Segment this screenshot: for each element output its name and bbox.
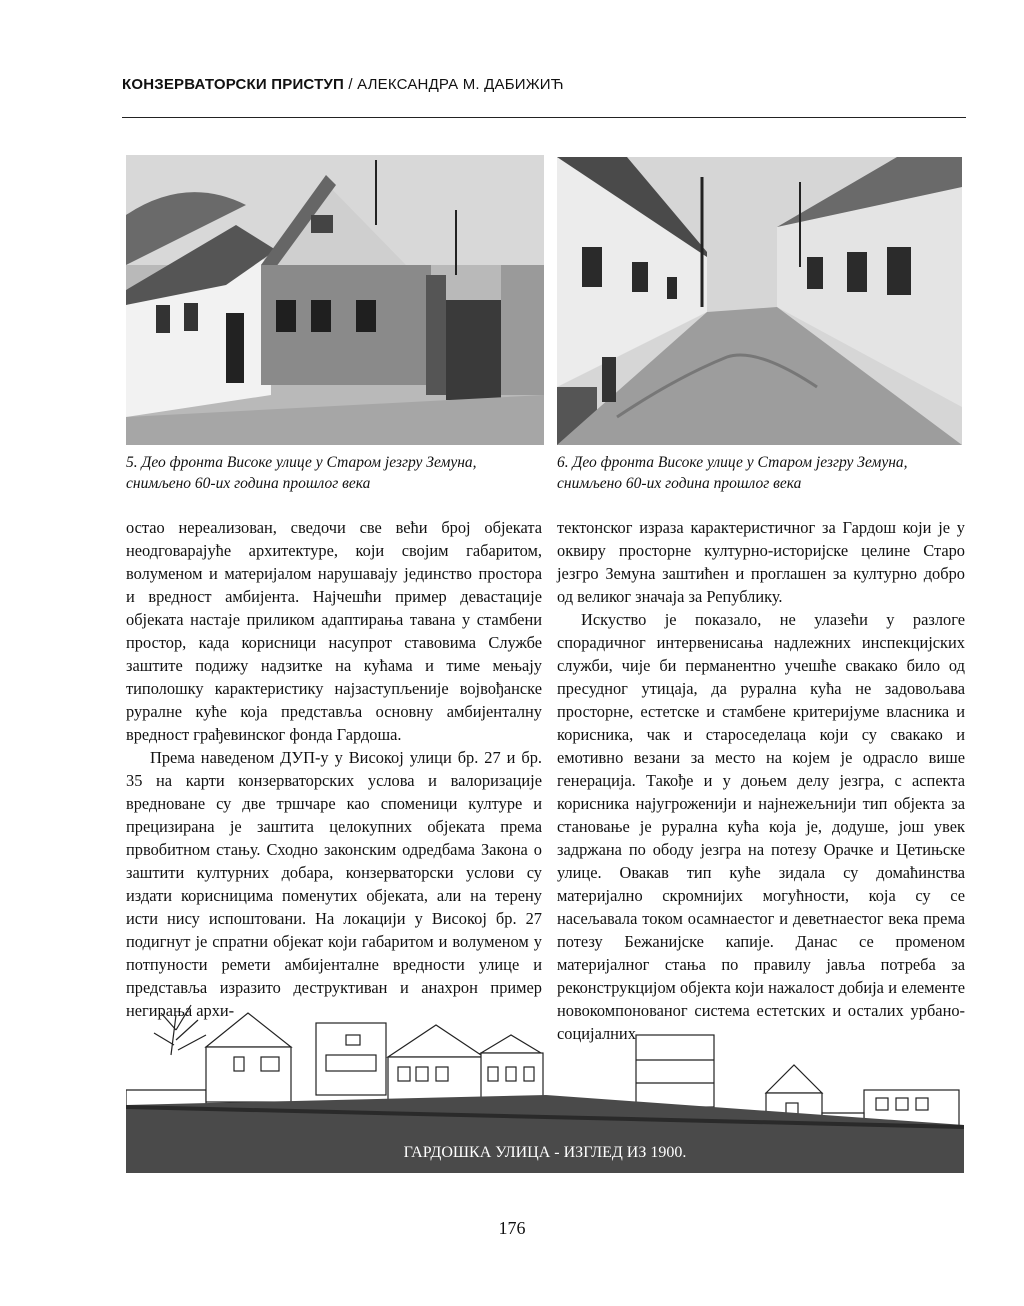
paragraph: тектонског израза карактеристичног за Гардош који је у оквиру просторне културно-историјске целине Старо језгро Земуна заштићен и проглашен за културно добро од великог значаја за Републику. bbox=[557, 518, 965, 606]
drawing-label: ГАРДОШКА УЛИЦА - ИЗГЛЕД ИЗ 1900. bbox=[403, 1144, 687, 1161]
header-section: КОНЗЕРВАТОРСКИ ПРИСТУП bbox=[122, 76, 344, 93]
figure-5-caption-line2: снимљено 60-их година прошлог века bbox=[126, 475, 371, 492]
figure-5-caption bbox=[126, 452, 546, 494]
figure-6-caption-line1: 6. Део фронта Високе улице у Старом језгру Земуна, bbox=[557, 454, 908, 471]
paragraph: Према наведеном ДУП-у у Високој улици бр. 27 и бр. 35 на карти конзерваторских услова и валоризације вредноване су две тршчаре као споменици културе и прецизирана је заштита целокупних објеката према првобитном стању. Сходно законским одредбама Закона о заштити културних добара, конзерваторски услови су издати корисницима поменутих објеката, али на терену исти нису испоштовани. На локацији у Високој бр. 27 подигнут је спратни објекат који габаритом и волуменом у потпуности ремети амбијенталне вредности улице и представља изразито деструктиван и анахрон пример негирања архи- bbox=[126, 748, 542, 1020]
header-rule bbox=[122, 117, 966, 118]
photo-street-houses-2 bbox=[557, 157, 962, 445]
running-header bbox=[122, 76, 962, 93]
body-column-left bbox=[126, 516, 542, 1022]
body-column-right bbox=[557, 516, 965, 1045]
paragraph: остао нереализован, сведочи све већи број објеката неодговарајуће архитектуре, који својим габаритом, волуменом и материјалом нарушавају јединство простора и вредност амбијента. Најчешћи пример девастације објеката настаје приликом адаптирања тавана у стамбени простор, када корисници насупрот ставовима Службе заштите подижу надзитке на кућама и тиме мењају типолошку карактеристику најзаступљеније војвођанске руралне куће која представља основну амбијенталну вредност грађевинског фонда Гардоша. bbox=[126, 518, 542, 744]
header-separator: / bbox=[343, 76, 358, 93]
paragraph: Искуство је показало, не улазећи у разлоге спорадичног интервенисања надлежних инспекцијских служби, чије би перманентно учешће свакако било од пресудног утицаја, да рурална кућа не задовољава просторне, естетске и стамбене критеријуме власника и корисника, чак и староседелаца који су свакако и емотивно везани за место на којем је одрасло више генерација. Такође и у доњем делу језгра, с аспекта корисника најугроженији и најнежељнији тип објекта за становање је рурална кућа која је, додуше, још увек задржана по ободу језгра на потезу Орачке и Цетињске улице. Овакав тип куће зидала су домаћинства материјално скромнијих могућности, која су се насељавала током осамнаестог и деветнаестог века према потезу Бежанијске капије. Данас се променом материјалног стања по правилу јавља потреба за реконструкцијом објекта који нажалост добија и елементе новокомпонованог система естетских и осталих урбано-социјалних bbox=[557, 610, 965, 1043]
figure-6-caption bbox=[557, 452, 962, 494]
photo-street-houses-1 bbox=[126, 155, 544, 445]
page-number: 176 bbox=[498, 1218, 526, 1238]
street-elevation-drawing bbox=[126, 995, 964, 1173]
figure-5-caption-line1: 5. Део фронта Високе улице у Старом језгру Земуна, bbox=[126, 454, 477, 471]
figure-6-caption-line2: снимљено 60-их година прошлог века bbox=[557, 475, 802, 492]
header-author: АЛЕКСАНДРА М. ДАБИЖИЋ bbox=[357, 76, 564, 93]
